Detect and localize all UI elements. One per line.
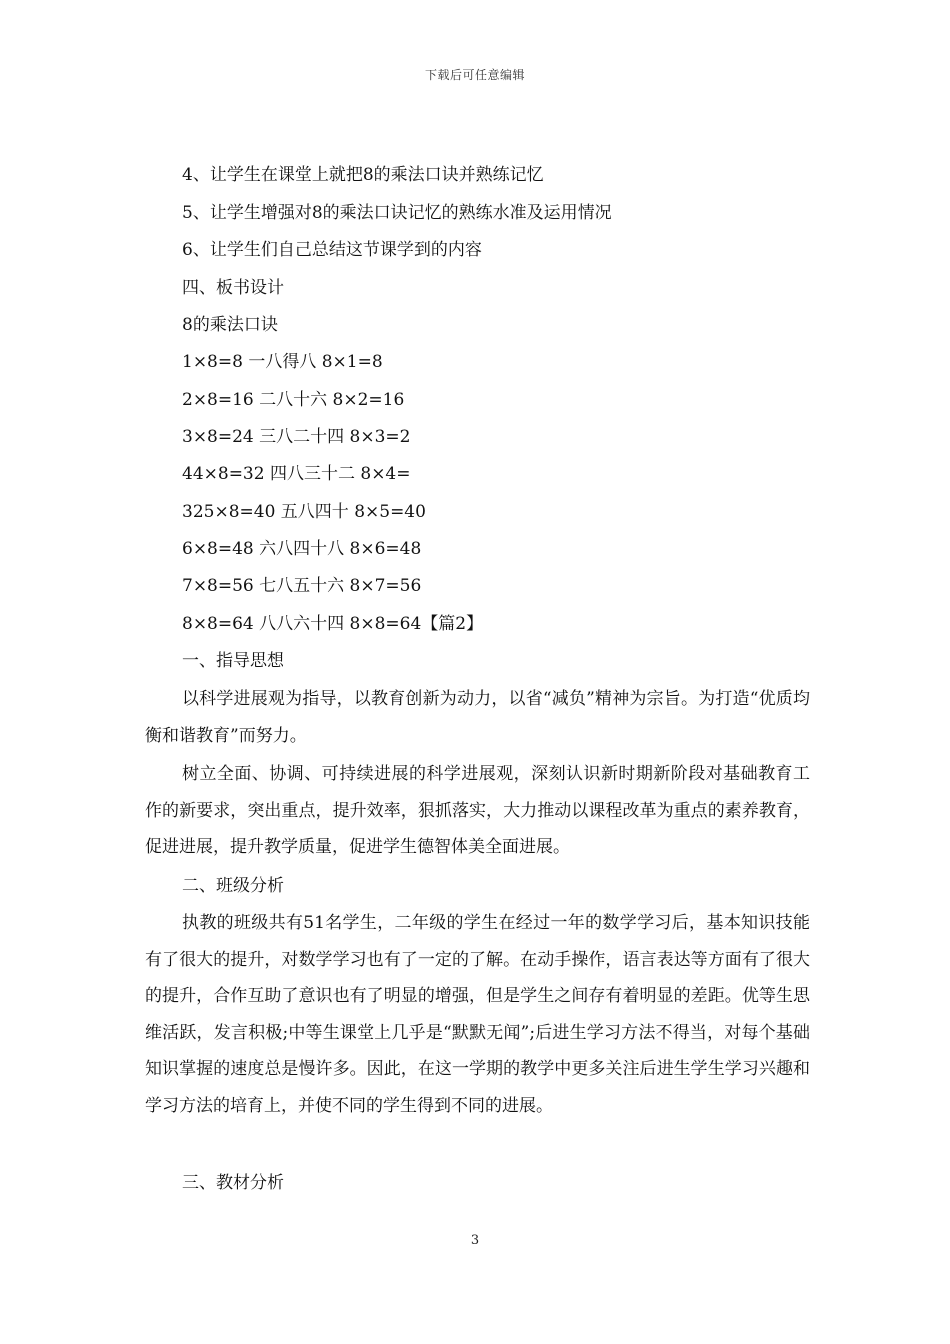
section-heading-textbook: 三、教材分析 [182,1173,284,1193]
page-number: 3 [470,1233,480,1248]
objective-4: 4、让学生在课堂上就把8的乘法口诀并熟练记忆 [182,165,544,185]
guiding-paragraph-2: 树立全面、协调、可持续进展的科学进展观，深刻认识新时期新阶段对基础教育工作的新要求，突出重点，提升效率，狠抓落实，大力推动以课程改革为重点的素养教育，促进进展，提升教学质量，促进学生德智体美全面进展。 [145,764,810,858]
objective-6: 6、让学生们自己总结这节课学到的内容 [182,240,482,260]
table-row: 7×8=56 七八五十六 8×7=56 [182,576,422,596]
section-heading-guiding: 一、指导思想 [182,651,284,671]
guiding-paragraph-1: 以科学进展观为指导，以教育创新为动力，以省“减负”精神为宗旨。为打造“优质均衡和谐教育”而努力。 [145,689,810,746]
table-row: 325×8=40 五八四十 8×5=40 [182,502,426,522]
table-row: 2×8=16 二八十六 8×2=16 [182,390,405,410]
table-row: 44×8=32 四八三十二 8×4= [182,464,411,484]
table-row: 3×8=24 三八二十四 8×3=2 [182,427,411,447]
table-row: 1×8=8 一八得八 8×1=8 [182,352,383,372]
section-heading-class: 二、班级分析 [182,876,284,896]
board-title: 8的乘法口诀 [182,315,278,335]
section-heading-board-design: 四、板书设计 [182,278,284,298]
objective-5: 5、让学生增强对8的乘法口诀记忆的熟练水准及运用情况 [182,203,612,223]
page-header: 下载后可任意编辑 [424,68,525,82]
table-row: 6×8=48 六八四十八 8×6=48 [182,539,422,559]
class-analysis-paragraph: 执教的班级共有51名学生，二年级的学生在经过一年的数学学习后，基本知识技能有了很大的提升，对数学学习也有了一定的了解。在动手操作，语言表达等方面有了很大的提升，合作互助了意识也有了明显的增强，但是学生之间存有着明显的差距。优等生思维活跃，发言积极;中等生课堂上几乎是“默默无闻”;后进生学习方法不得当，对每个基础知识掌握的速度总是慢许多。因此，在这一学期的教学中更多关注后进生学生学习兴趣和学习方法的培育上，并使不同的学生得到不同的进展。 [145,913,810,1116]
table-row: 8×8=64 八八六十四 8×8=64【篇2】 [182,614,484,634]
